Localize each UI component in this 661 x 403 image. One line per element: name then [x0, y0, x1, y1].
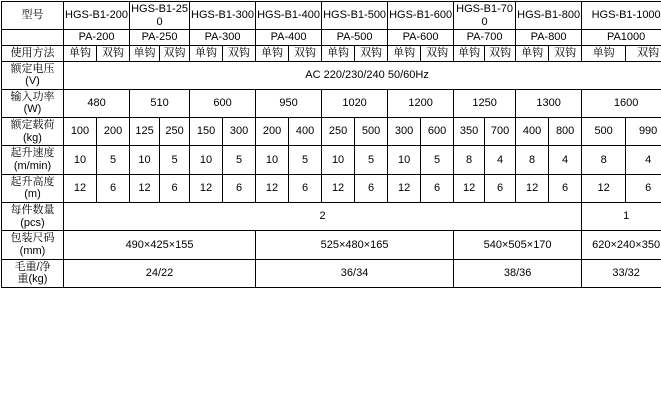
usage-cell: 单钩: [322, 45, 355, 61]
voltage-value: AC 220/230/240 50/60Hz: [64, 61, 661, 89]
row-label-voltage-unit: (V): [2, 75, 63, 88]
usage-cell: 双钩: [160, 45, 190, 61]
weight-cell: 24/22: [64, 259, 256, 287]
pa-cell: PA-600: [388, 30, 454, 46]
table-row-speed: [2, 146, 661, 174]
usage-cell: 单钩: [256, 45, 289, 61]
speed-cell: 10: [322, 146, 355, 174]
height-cell: 6: [355, 174, 388, 202]
usage-cell: 双钩: [421, 45, 454, 61]
usage-cell: 单钩: [454, 45, 485, 61]
load-cell: 200: [256, 118, 289, 146]
row-label-qty-unit: (pcs): [2, 217, 63, 230]
row-label-load-text: 额定载荷: [2, 119, 63, 132]
size-cell: 540×505×170: [454, 231, 582, 259]
height-cell: 12: [582, 174, 626, 202]
row-label-weight: [2, 259, 64, 287]
speed-cell: 10: [64, 146, 97, 174]
usage-cell: 双钩: [223, 45, 256, 61]
load-cell: 100: [64, 118, 97, 146]
row-label-voltage-text: 额定电压: [2, 63, 63, 76]
weight-cell: 33/32: [582, 259, 661, 287]
model-cell: HGS-B1-200: [64, 2, 130, 30]
height-cell: 12: [64, 174, 97, 202]
height-cell: 6: [626, 174, 661, 202]
usage-cell: 单钩: [64, 45, 97, 61]
speed-cell: 5: [355, 146, 388, 174]
height-cell: 12: [388, 174, 421, 202]
model-cell: HGS-B1-500: [322, 2, 388, 30]
speed-cell: 8: [454, 146, 485, 174]
usage-cell: 单钩: [130, 45, 160, 61]
row-label-weight-line2: 重(kg): [2, 273, 63, 286]
row-label-speed-text: 起升速度: [2, 147, 63, 160]
pa-cell: PA-400: [256, 30, 322, 46]
model-cell: HGS-B1-700: [454, 2, 516, 30]
weight-cell: 36/34: [256, 259, 454, 287]
pa-cell: PA-300: [190, 30, 256, 46]
table-row-size: [2, 231, 661, 259]
row-label-load: [2, 118, 64, 146]
load-cell: 700: [485, 118, 516, 146]
load-cell: 300: [223, 118, 256, 146]
load-cell: 250: [160, 118, 190, 146]
speed-cell: 10: [388, 146, 421, 174]
height-cell: 6: [485, 174, 516, 202]
row-label-speed: [2, 146, 64, 174]
power-cell: 1200: [388, 89, 454, 117]
model-cell: HGS-B1-250: [130, 2, 190, 30]
row-label-power-unit: (W): [2, 103, 63, 116]
load-cell: 400: [516, 118, 549, 146]
load-cell: 500: [582, 118, 626, 146]
table-row-load: [2, 118, 661, 146]
weight-cell: 38/36: [454, 259, 582, 287]
usage-cell: 单钩: [190, 45, 223, 61]
table-row-power: [2, 89, 661, 117]
qty-cell: 2: [64, 202, 582, 230]
row-label-voltage: [2, 61, 64, 89]
model-cell: HGS-B1-1000: [582, 2, 661, 30]
pa-cell: PA1000: [582, 30, 661, 46]
load-cell: 150: [190, 118, 223, 146]
usage-cell: 双钩: [289, 45, 322, 61]
power-cell: 950: [256, 89, 322, 117]
pa-cell: PA-500: [322, 30, 388, 46]
speed-cell: 10: [130, 146, 160, 174]
usage-cell: 单钩: [388, 45, 421, 61]
row-label-power-text: 输入功率: [2, 91, 63, 104]
power-cell: 1600: [582, 89, 661, 117]
row-label-load-unit: (kg): [2, 132, 63, 145]
row-label-height-text: 起升高度: [2, 176, 63, 189]
height-cell: 12: [130, 174, 160, 202]
specification-table: [1, 1, 661, 288]
pa-cell: PA-250: [130, 30, 190, 46]
height-cell: 12: [322, 174, 355, 202]
row-label-qty: [2, 202, 64, 230]
speed-cell: 5: [223, 146, 256, 174]
speed-cell: 4: [626, 146, 661, 174]
model-cell: HGS-B1-600: [388, 2, 454, 30]
row-label-size: [2, 231, 64, 259]
usage-cell: 单钩: [582, 45, 626, 61]
usage-cell: 双钩: [549, 45, 582, 61]
power-cell: 510: [130, 89, 190, 117]
row-label-qty-text: 每件数量: [2, 204, 63, 217]
height-cell: 6: [223, 174, 256, 202]
power-cell: 600: [190, 89, 256, 117]
size-cell: 490×425×155: [64, 231, 256, 259]
power-cell: 1020: [322, 89, 388, 117]
height-cell: 12: [516, 174, 549, 202]
qty-cell: 1: [582, 202, 661, 230]
row-label-weight-line1: 毛重/净: [2, 261, 63, 274]
pa-cell: PA-700: [454, 30, 516, 46]
load-cell: 500: [355, 118, 388, 146]
load-cell: 800: [549, 118, 582, 146]
load-cell: 350: [454, 118, 485, 146]
load-cell: 200: [97, 118, 130, 146]
height-cell: 6: [289, 174, 322, 202]
row-label-model: 型号: [2, 2, 64, 30]
power-cell: 480: [64, 89, 130, 117]
pa-cell: PA-800: [516, 30, 582, 46]
row-label-height: [2, 174, 64, 202]
size-cell: 525×480×165: [256, 231, 454, 259]
row-label-speed-unit: (m/min): [2, 160, 63, 173]
model-cell: HGS-B1-400: [256, 2, 322, 30]
speed-cell: 4: [485, 146, 516, 174]
speed-cell: 10: [190, 146, 223, 174]
usage-cell: 双钩: [355, 45, 388, 61]
speed-cell: 5: [160, 146, 190, 174]
height-cell: 6: [160, 174, 190, 202]
load-cell: 400: [289, 118, 322, 146]
speed-cell: 10: [256, 146, 289, 174]
speed-cell: 5: [289, 146, 322, 174]
load-cell: 125: [130, 118, 160, 146]
speed-cell: 5: [97, 146, 130, 174]
model-cell: HGS-B1-800: [516, 2, 582, 30]
load-cell: 990: [626, 118, 661, 146]
load-cell: 250: [322, 118, 355, 146]
height-cell: 6: [549, 174, 582, 202]
speed-cell: 8: [582, 146, 626, 174]
height-cell: 6: [421, 174, 454, 202]
power-cell: 1250: [454, 89, 516, 117]
speed-cell: 4: [549, 146, 582, 174]
row-label-size-text: 包装尺码: [2, 232, 63, 245]
row-label-size-unit: (mm): [2, 245, 63, 258]
pa-cell: PA-200: [64, 30, 130, 46]
table-row-height: [2, 174, 661, 202]
table-row-usage: [2, 45, 661, 61]
row-label-height-unit: (m): [2, 188, 63, 201]
model-cell: HGS-B1-300: [190, 2, 256, 30]
height-cell: 12: [454, 174, 485, 202]
load-cell: 600: [421, 118, 454, 146]
usage-cell: 双钩: [485, 45, 516, 61]
size-cell: 620×240×350: [582, 231, 661, 259]
table-row-qty: [2, 202, 661, 230]
speed-cell: 5: [421, 146, 454, 174]
row-label-usage: 使用方法: [2, 45, 64, 61]
height-cell: 12: [190, 174, 223, 202]
load-cell: 300: [388, 118, 421, 146]
table-row-voltage: [2, 61, 661, 89]
usage-cell: 双钩: [97, 45, 130, 61]
table-row-weight: [2, 259, 661, 287]
row-label-pa: [2, 30, 64, 46]
usage-cell: 单钩: [516, 45, 549, 61]
power-cell: 1300: [516, 89, 582, 117]
table-row-model: [2, 2, 661, 30]
usage-cell: 双钩: [626, 45, 661, 61]
row-label-power: [2, 89, 64, 117]
speed-cell: 8: [516, 146, 549, 174]
height-cell: 12: [256, 174, 289, 202]
height-cell: 6: [97, 174, 130, 202]
table-row-pa: [2, 30, 661, 46]
